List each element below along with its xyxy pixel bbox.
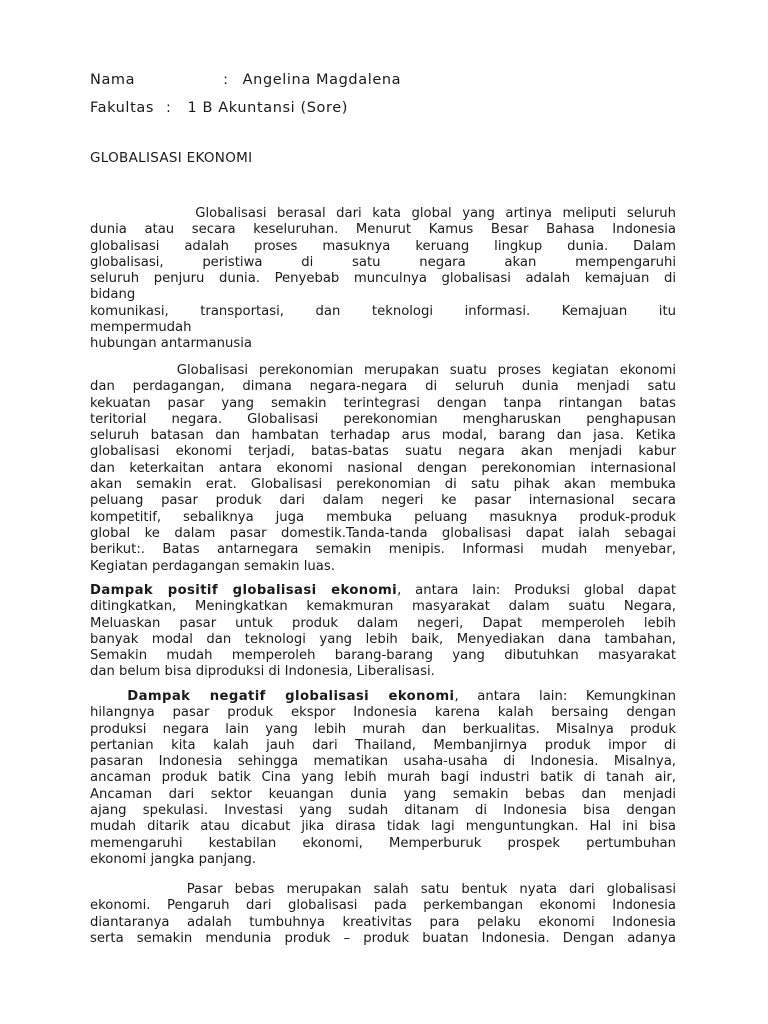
paragraph-line: ancaman produk batik Cina yang lebih murah bagi industri batik di tanah air, — [90, 770, 676, 786]
dampak-negatif-heading: Dampak negatif globalisasi ekonomi — [127, 689, 455, 704]
paragraph-line: dan belum bisa diproduksi di Indonesia, Liberalisasi. — [90, 664, 435, 680]
paragraph-line: kompetitif, sebaliknya juga membuka peluang masuknya produk-produk — [90, 509, 676, 525]
header-fakultas — [90, 98, 348, 118]
paragraph-line: ekonomi jangka panjang. — [90, 851, 257, 867]
paragraph-line: pertanian kita kalah jauh dari Thailand, Membanjirnya produk impor di — [90, 737, 676, 753]
fakultas-label: Fakultas — [90, 100, 154, 116]
paragraph-line: globalisasi adalah proses masuknya keruang lingkup dunia. Dalam — [90, 238, 676, 254]
paragraph-line: Meluaskan pasar untuk produk dalam negeri, Dapat memperoleh lebih — [90, 615, 676, 631]
nama-label: Nama — [90, 72, 136, 88]
paragraph-line: globalisasi, peristiwa di satu negara akan mempengaruhi — [90, 254, 676, 270]
paragraph-5 — [90, 882, 676, 947]
indent — [90, 689, 127, 704]
paragraph-line: dan perdagangan, dimana negara-negara di seluruh dunia menjadi satu — [90, 379, 676, 395]
paragraph-line: ekonomi. Pengaruh dari globalisasi pada perkembangan ekonomi Indonesia — [90, 898, 676, 914]
paragraph-line: kekuatan pasar yang semakin terintegrasi dengan tanpa rintangan batas — [90, 395, 676, 411]
paragraph-line: akan semakin erat. Globalisasi perekonomian di satu pihak akan membuka — [90, 477, 676, 493]
paragraph-dampak-negatif — [90, 689, 676, 868]
paragraph-line: berikut:. Batas antarnegara semakin menipis. Informasi mudah menyebar, — [90, 542, 676, 558]
paragraph-line: seluruh penjuru dunia. Penyebab munculnya globalisasi adalah kemajuan di — [90, 271, 676, 287]
paragraph-line: komunikasi, transportasi, dan teknologi informasi. Kemajuan itu — [90, 303, 676, 319]
paragraph-line: mudah ditarik atau dicabut jika dirasa tidak lagi menguntungkan. Hal ini bisa — [90, 819, 676, 835]
paragraph-line: hilangnya pasar produk ekspor Indonesia karena kalah bersaing dengan — [90, 705, 676, 721]
paragraph-2 — [90, 363, 676, 575]
paragraph-line — [90, 689, 676, 705]
paragraph-line: memengaruhi kestabilan ekonomi, Memperburuk prospek pertumbuhan — [90, 835, 676, 851]
paragraph-line: peluang pasar produk dari dalam negeri ke pasar internasional secara — [90, 493, 676, 509]
fakultas-value: 1 B Akuntansi (Sore) — [187, 100, 349, 116]
paragraph-line-text: , antara lain: Kemungkinan — [454, 689, 677, 704]
paragraph-line: produksi negara lain yang lebih murah dan berkualitas. Misalnya produk — [90, 721, 676, 737]
paragraph-line: banyak modal dan teknologi yang lebih baik, Menyediakan dana tambahan, — [90, 631, 676, 647]
paragraph-line: serta semakin mendunia produk – produk buatan Indonesia. Dengan adanya — [90, 930, 676, 946]
paragraph-line: global ke dalam pasar domestik.Tanda-tanda globalisasi dapat ialah sebagai — [90, 525, 676, 541]
document-title: GLOBALISASI EKONOMI — [90, 150, 253, 166]
paragraph-line: dan keterkaitan antara ekonomi nasional dengan perekonomian internasional — [90, 460, 676, 476]
dampak-positif-heading: Dampak positif globalisasi ekonomi — [90, 583, 398, 598]
paragraph-line: globalisasi ekonomi terjadi, batas-batas suatu negara akan menjadi kabur — [90, 444, 676, 460]
header-nama — [90, 70, 401, 90]
paragraph-1 — [90, 206, 676, 353]
paragraph-line: ajang spekulasi. Investasi yang sudah ditanam di Indonesia bisa dengan — [90, 803, 676, 819]
fakultas-separator: : — [166, 100, 172, 116]
paragraph-line: ditingkatkan, Meningkatkan kemakmuran masyarakat dalam suatu Negara, — [90, 599, 676, 615]
paragraph-line: Globalisasi perekonomian merupakan suatu proses kegiatan ekonomi — [90, 363, 676, 378]
nama-separator: : — [223, 72, 229, 88]
paragraph-line: Semakin mudah memperoleh barang-barang yang dibutuhkan masyarakat — [90, 648, 676, 664]
paragraph-line: Globalisasi berasal dari kata global yang artinya meliputi seluruh — [90, 206, 676, 221]
paragraph-line: hubungan antarmanusia — [90, 336, 252, 352]
paragraph-line: dunia atau secara keseluruhan. Menurut Kamus Besar Bahasa Indonesia — [90, 222, 676, 238]
paragraph-line: Ancaman dari sektor keuangan dunia yang semakin bebas dan menjadi — [90, 786, 676, 802]
paragraph-line: teritorial negara. Globalisasi perekonomian mengharuskan penghapusan — [90, 411, 676, 427]
paragraph-line: Pasar bebas merupakan salah satu bentuk nyata dari globalisasi — [90, 882, 676, 897]
paragraph-line — [90, 583, 676, 599]
paragraph-dampak-positif — [90, 583, 676, 681]
paragraph-line: bidang — [90, 287, 136, 303]
paragraph-line: Kegiatan perdagangan semakin luas. — [90, 558, 335, 574]
paragraph-line: mempermudah — [90, 320, 192, 336]
paragraph-line: diantaranya adalah tumbuhnya kreativitas para pelaku ekonomi Indonesia — [90, 914, 676, 930]
paragraph-line: pasaran Indonesia sehingga mematikan usaha-usaha di Indonesia. Misalnya, — [90, 754, 676, 770]
paragraph-line: seluruh batasan dan hambatan terhadap arus modal, barang dan jasa. Ketika — [90, 428, 676, 444]
paragraph-line-text: , antara lain: Produksi global dapat — [397, 583, 676, 598]
nama-value: Angelina Magdalena — [242, 72, 402, 88]
